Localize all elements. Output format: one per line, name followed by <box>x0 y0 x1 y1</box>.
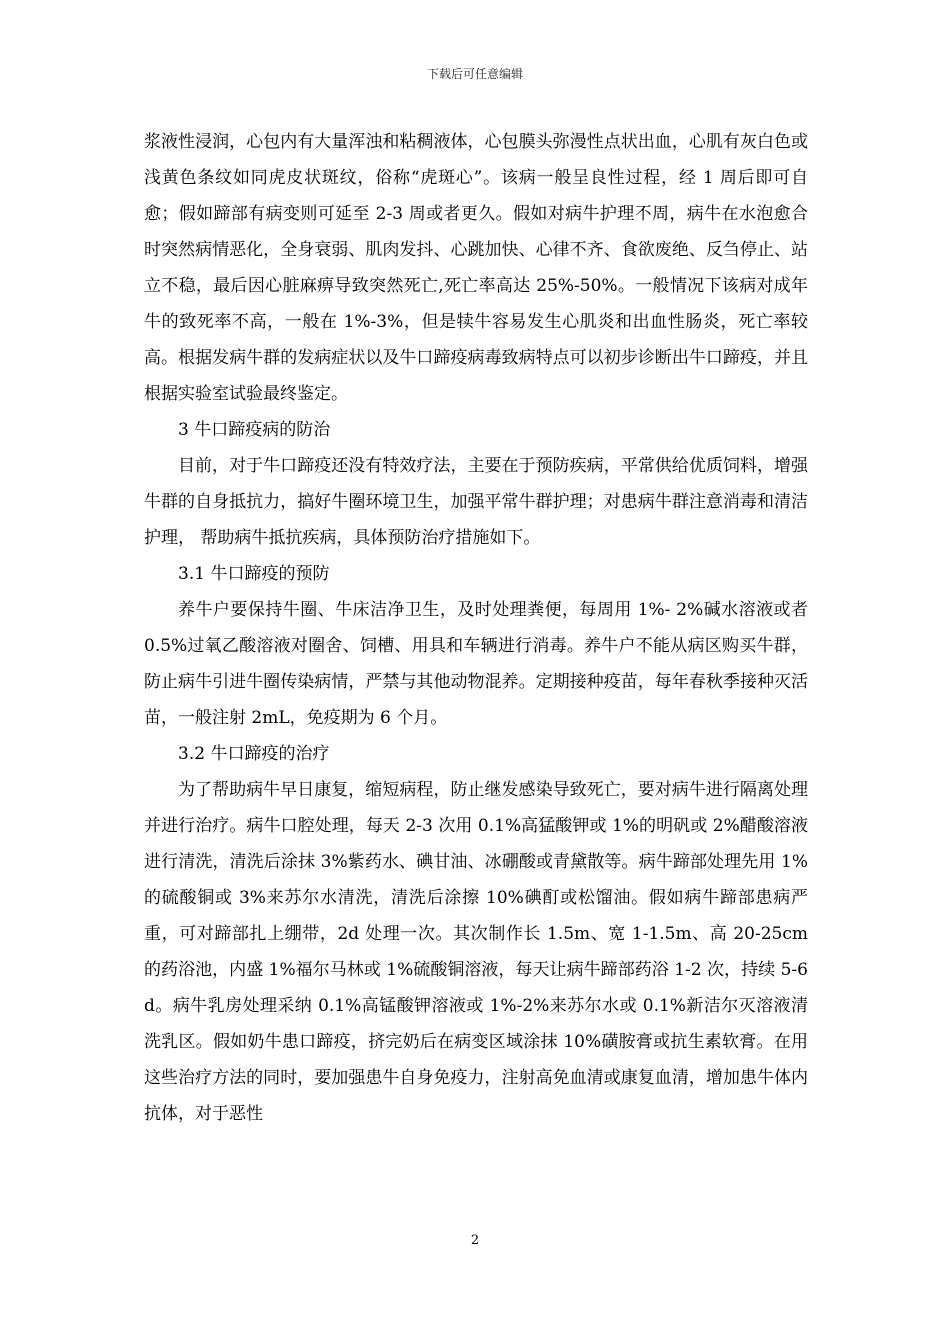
page-number: 2 <box>470 1233 480 1248</box>
page-header: 下载后可任意编辑 <box>426 67 523 81</box>
paragraph-prevention: 养牛户要保持牛圈、牛床洁净卫生，及时处理粪便，每周用 1%- 2%碱水溶液或者 0.5%过氧乙酸溶液对圈舍、饲槽、用具和车辆进行消毒。养牛户不能从病区购买牛群，防止病牛引进牛圈传染病情，严禁与其他动物混养。定期接种疫苗，每年春秋季接种灭活苗，一般注射 2mL，免疫期为 6 个月。 <box>144 600 808 728</box>
section-heading-3-2: 3.2 牛口蹄疫的治疗 <box>178 744 330 764</box>
paragraph-symptoms: 浆液性浸润，心包内有大量浑浊和粘稠液体，心包膜头弥漫性点状出血，心肌有灰白色或浅黄色条纹如同虎皮状斑纹，俗称“虎斑心”。该病一般呈良性过程，经 1 周后即可自愈；假如蹄部有病变则可延至 2-3 周或者更久。假如对病牛护理不周，病牛在水泡愈合时突然病情恶化，全身衰弱、肌肉发抖、心跳加快、心律不齐、食欲废绝、反刍停止、站立不稳，最后因心脏麻痹导致突然死亡,死亡率高达 25%-50%。一般情况下该病对成年牛的致死率不高，一般在 1%-3%，但是犊牛容易发生心肌炎和出血性肠炎，死亡率较高。根据发病牛群的发病症状以及牛口蹄疫病毒致病特点可以初步诊断出牛口蹄疫，并且根据实验室试验最终鉴定。 <box>144 132 808 404</box>
paragraph-prevention-intro: 目前，对于牛口蹄疫还没有特效疗法，主要在于预防疾病，平常供给优质饲料，增强牛群的自身抵抗力，搞好牛圈环境卫生，加强平常牛群护理；对患病牛群注意消毒和清洁护理， 帮助病牛抵抗疾病，具体预防治疗措施如下。 <box>144 456 808 548</box>
paragraph-treatment: 为了帮助病牛早日康复，缩短病程，防止继发感染导致死亡，要对病牛进行隔离处理并进行治疗。病牛口腔处理，每天 2-3 次用 0.1%高猛酸钾或 1%的明矾或 2%醋酸溶液进行清洗，清洗后涂抹 3%紫药水、碘甘油、冰硼酸或青黛散等。病牛蹄部处理先用 1%的硫酸铜或 3%来苏尔水清洗，清洗后涂擦 10%碘酊或松馏油。假如病牛蹄部患病严重，可对蹄部扎上绷带，2d 处理一次。其次制作长 1.5m、宽 1-1.5m、高 20-25cm 的药浴池，内盛 1%福尔马林或 1%硫酸铜溶液，每天让病牛蹄部药浴 1-2 次，持续 5-6d。病牛乳房处理采纳 0.1%高锰酸钾溶液或 1%-2%来苏尔水或 0.1%新洁尔灭溶液清洗乳区。假如奶牛患口蹄疫，挤完奶后在病变区域涂抹 10%磺胺膏或抗生素软膏。在用这些治疗方法的同时，要加强患牛自身免疫力，注射高免血清或康复血清，增加患牛体内抗体，对于恶性 <box>144 780 808 1124</box>
section-heading-3-1: 3.1 牛口蹄疫的预防 <box>178 564 330 584</box>
document-body <box>144 124 808 1132</box>
section-heading-3: 3 牛口蹄疫病的防治 <box>178 420 331 440</box>
